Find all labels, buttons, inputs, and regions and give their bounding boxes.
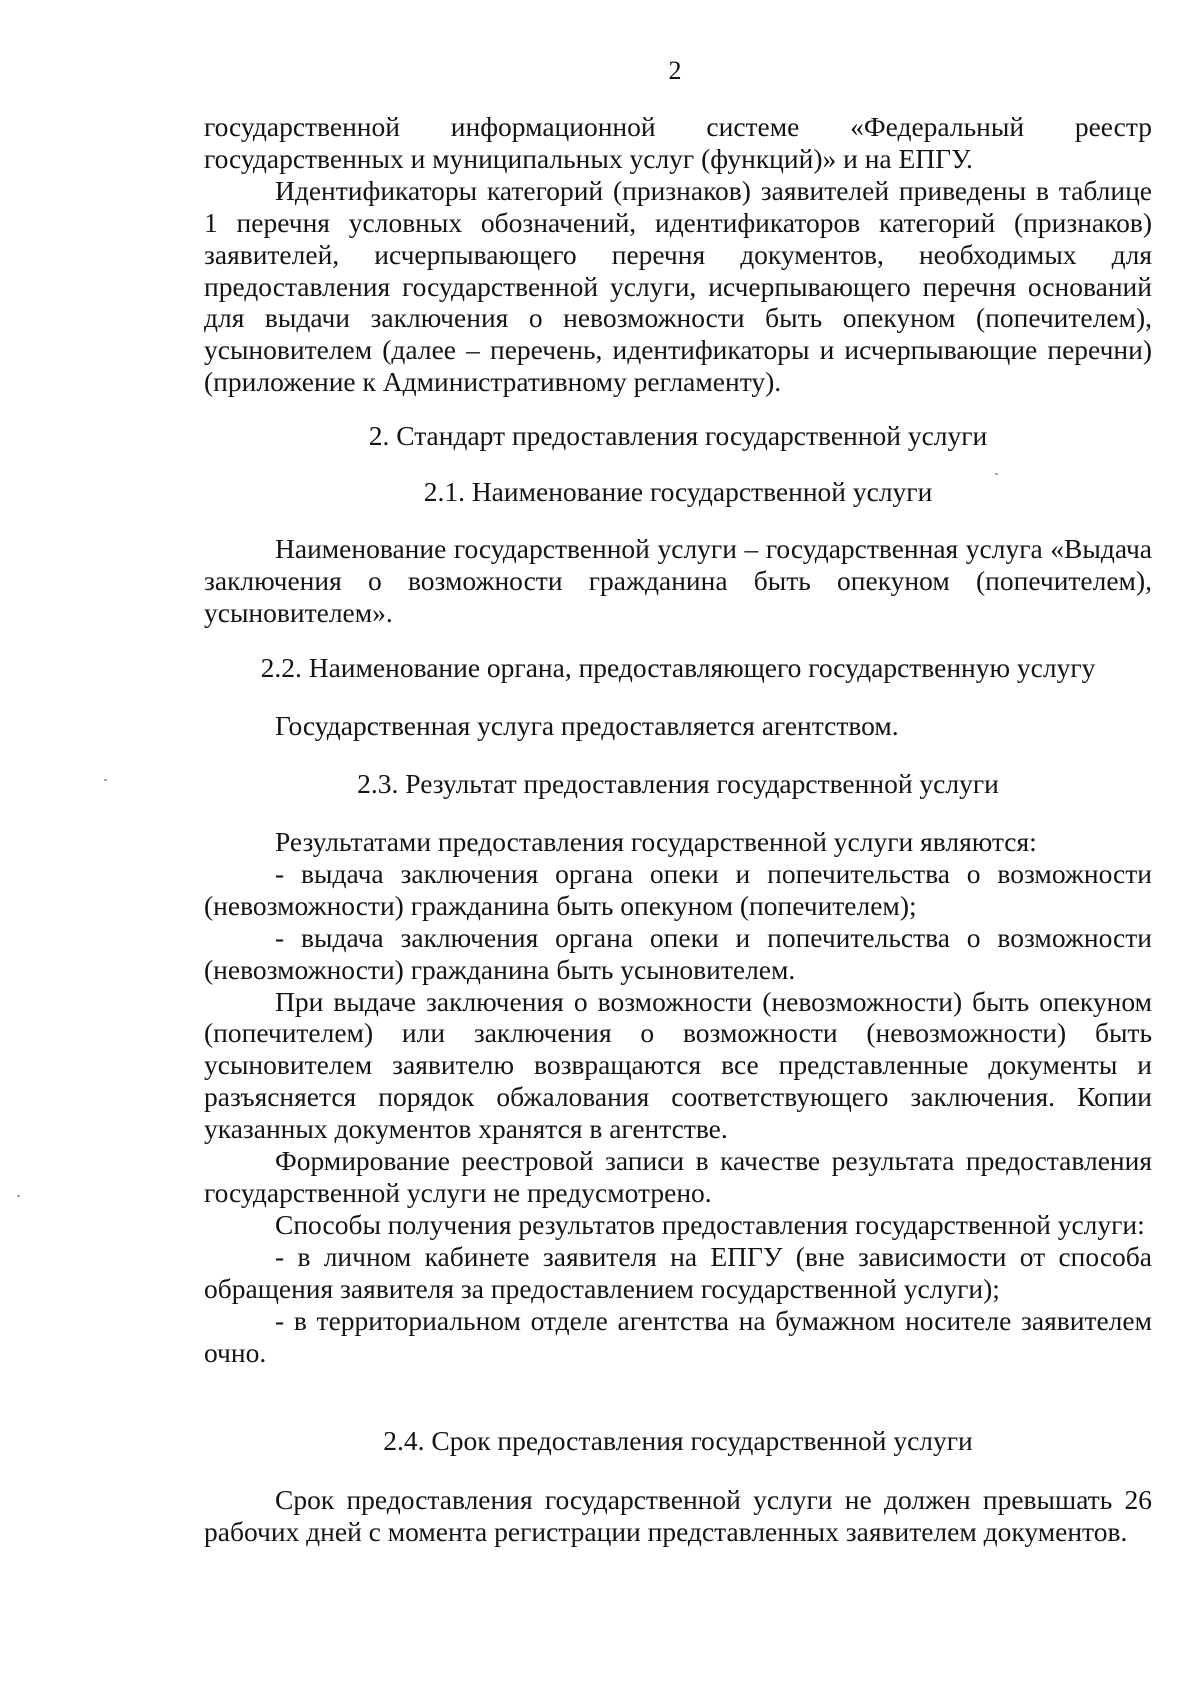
paragraph: Срок предоставления государственной услуги не должен превышать 26 рабочих дней с момента регистрации представленных заявителем документов. <box>204 1484 1152 1547</box>
list-item: - выдача заключения органа опеки и попечительства о возможности (невозможности) гражданина быть усыновителем. <box>204 921 1152 985</box>
page-number: 2 <box>668 56 682 85</box>
list-item: - в личном кабинете заявителя на ЕПГУ (вне зависимости от способа обращения заявителя за предоставлением государственной услуги); <box>204 1240 1152 1304</box>
subsection-heading: 2.1. Наименование государственной услуги <box>423 476 933 507</box>
scan-speck <box>995 473 998 475</box>
paragraph: Формирование реестровой записи в качестве результата предоставления государственной услуги не предусмотрено. <box>204 1145 1152 1208</box>
paragraph: При выдаче заключения о возможности (невозможности) быть опекуном (попечителем) или заключения о возможности (невозможности) быть усыновителем заявителю возвращаются все представленные документы и разъясняется порядок обжалования соответствующего заключения. Копии указанных документов хранятся в агентстве. <box>204 985 1152 1145</box>
section-2-2-text <box>204 710 1152 742</box>
section-heading: 2. Стандарт предоставления государственной услуги <box>368 420 988 451</box>
subsection-heading: 2.3. Результат предоставления государственной услуги <box>357 768 999 799</box>
paragraph: Государственная услуга предоставляется агентством. <box>275 710 899 741</box>
scan-speck <box>17 1195 20 1197</box>
intro-text <box>204 111 1152 398</box>
section-2-1-text <box>204 533 1152 629</box>
paragraph: Способы получения результатов предоставления государственной услуги: <box>275 1208 1145 1240</box>
list-item: - выдача заключения органа опеки и попечительства о возможности (невозможности) гражданина быть опекуном (попечителем); <box>204 857 1152 921</box>
paragraph: Наименование государственной услуги – государственная услуга «Выдача заключения о возможности гражданина быть опекуном (попечителем), усыновителем». <box>204 533 1152 628</box>
section-2-3-text <box>204 826 1152 1368</box>
paragraph: Идентификаторы категорий (признаков) заявителей приведены в таблице 1 перечня условных обозначений, идентификаторов категорий (признаков) заявителей, исчерпывающего перечня документов, необходимых для предоставления государственной услуги, исчерпывающего перечня оснований для выдачи заключения о невозможности быть опекуном (попечителем), усыновителем (далее – перечень, идентификаторы и исчерпывающие перечни) (приложение к Административному регламенту). <box>204 174 1152 398</box>
subsection-heading: 2.2. Наименование органа, предоставляющего государственную услугу <box>260 652 1096 683</box>
paragraph: Результатами предоставления государственной услуги являются: <box>275 826 1037 857</box>
subsection-heading: 2.4. Срок предоставления государственной услуги <box>383 1425 973 1456</box>
paragraph: государственной информационной системе «Федеральный реестр государственных и муниципальных услуг (функций)» и на ЕПГУ. <box>204 111 1152 174</box>
section-2-4-text <box>204 1484 1152 1548</box>
list-item: - в территориальном отделе агентства на бумажном носителе заявителем очно. <box>204 1304 1152 1368</box>
scan-speck <box>104 779 107 781</box>
